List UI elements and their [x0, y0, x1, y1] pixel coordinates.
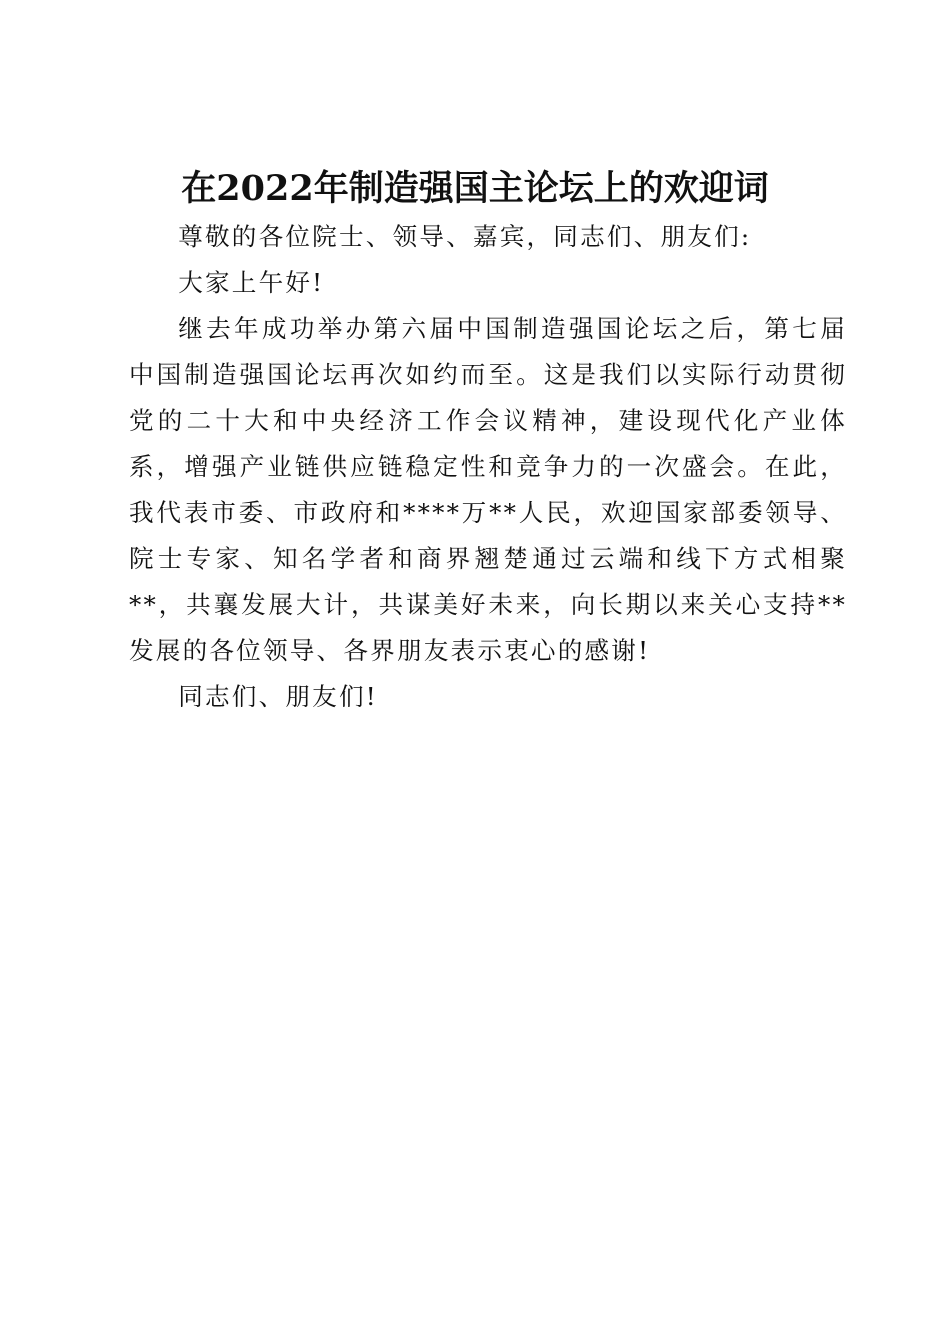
- document-body: [129, 214, 847, 720]
- main-paragraph: 继去年成功举办第六届中国制造强国论坛之后，第七届中国制造强国论坛再次如约而至。这是我们以实际行动贯彻党的二十大和中央经济工作会议精神，建设现代化产业体系，增强产业链供应链稳定性和竞争力的一次盛会。在此，我代表市委、市政府和****万**人民，欢迎国家部委领导、院士专家、知名学者和商界翘楚通过云端和线下方式相聚**，共襄发展大计，共谋美好未来，向长期以来关心支持**发展的各位领导、各界朋友表示衷心的感谢!: [129, 314, 847, 665]
- salutation-paragraph: 尊敬的各位院士、领导、嘉宾，同志们、朋友们:: [178, 222, 752, 251]
- address-paragraph: 同志们、朋友们!: [178, 682, 378, 711]
- greeting-paragraph: 大家上午好!: [178, 268, 325, 297]
- document-title: 在2022年制造强国主论坛上的欢迎词: [181, 168, 769, 209]
